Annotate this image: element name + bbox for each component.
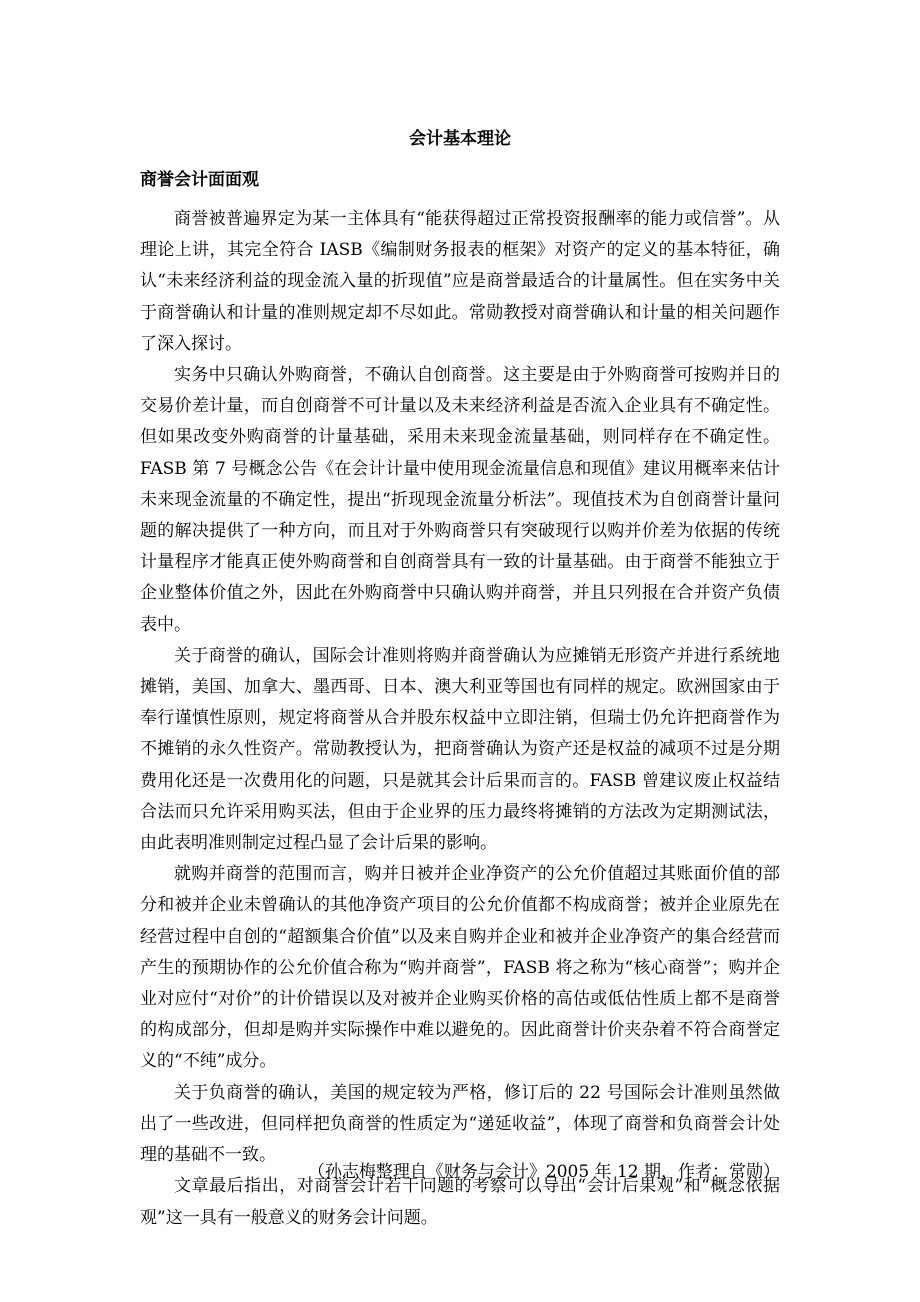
paragraph: 关于商誉的确认，国际会计准则将购并商誉确认为应摊销无形资产并进行系统地摊销，美国、加拿大、墨西哥、日本、澳大利亚等国也有同样的规定。欧洲国家由于奉行谨慎性原则，规定将商誉从合并股东权益中立即注销，但瑞士仍允许把商誉作为不摊销的永久性资产。常勋教授认为，把商誉确认为资产还是权益的减项不过是分期费用化还是一次费用化的问题，只是就其会计后果而言的。FASB 曾建议废止权益结合法而只允许采用购买法，但由于企业界的压力最终将摊销的方法改为定期测试法，由此表明准则制定过程凸显了会计后果的影响。 [140, 645, 780, 854]
article-body [140, 204, 780, 1234]
source-note: （孙志梅整理自《财务与会计》2005 年 12 期，作者：常勋） [307, 1162, 780, 1182]
paragraph: 就购并商誉的范围而言，购并日被并企业净资产的公允价值超过其账面价值的部分和被并企业未曾确认的其他净资产项目的公允价值都不构成商誉；被并企业原先在经营过程中自创的“超额集合价值”以及来自购并企业和被并企业净资产的集合经营而产生的预期协作的公允价值合称为“购并商誉”，FASB 将之称为“核心商誉”；购并企业对应付“对价”的计价错误以及对被并企业购买价格的高估或低估性质上都不是商誉的构成部分，但却是购并实际操作中难以避免的。因此商誉计价夹杂着不符合商誉定义的“不纯”成分。 [140, 864, 780, 1072]
section-title: 会计基本理论 [409, 129, 511, 149]
paragraph: 实务中只确认外购商誉，不确认自创商誉。这主要是由于外购商誉可按购并日的交易价差计量，而自创商誉不可计量以及未来经济利益是否流入企业具有不确定性。但如果改变外购商誉的计量基础，采用未来现金流量基础，则同样存在不确定性。FASB 第 7 号概念公告《在会计计量中使用现金流量信息和现值》建议用概率来估计未来现金流量的不确定性，提出“折现现金流量分析法”。现值技术为自创商誉计量问题的解决提供了一种方向，而且对于外购商誉只有突破现行以购并价差为依据的传统计量程序才能真正使外购商誉和自创商誉具有一致的计量基础。由于商誉不能独立于企业整体价值之外，因此在外购商誉中只确认购并商誉，并且只列报在合并资产负债表中。 [140, 365, 780, 635]
paragraph: 商誉被普遍界定为某一主体具有“能获得超过正常投资报酬率的能力或信誉”。从理论上讲，其完全符合 IASB《编制财务报表的框架》对资产的定义的基本特征，确认“未来经济利益的现金流入量的折现值”应是商誉最适合的计量属性。但在实务中关于商誉确认和计量的准则规定却不尽如此。常勋教授对商誉确认和计量的相关问题作了深入探讨。 [140, 209, 780, 354]
article-title: 商誉会计面面观 [140, 170, 259, 190]
paragraph: 关于负商誉的确认，美国的规定较为严格，修订后的 22 号国际会计准则虽然做出了一些改进，但同样把负商誉的性质定为“递延收益”，体现了商誉和负商誉会计处理的基础不一致。 [140, 1082, 780, 1166]
paragraph: 文章最后指出，对商誉会计若干问题的考察可以导出“会计后果观”和“概念依据观”这一具有一般意义的财务会计问题。 [140, 1176, 780, 1228]
